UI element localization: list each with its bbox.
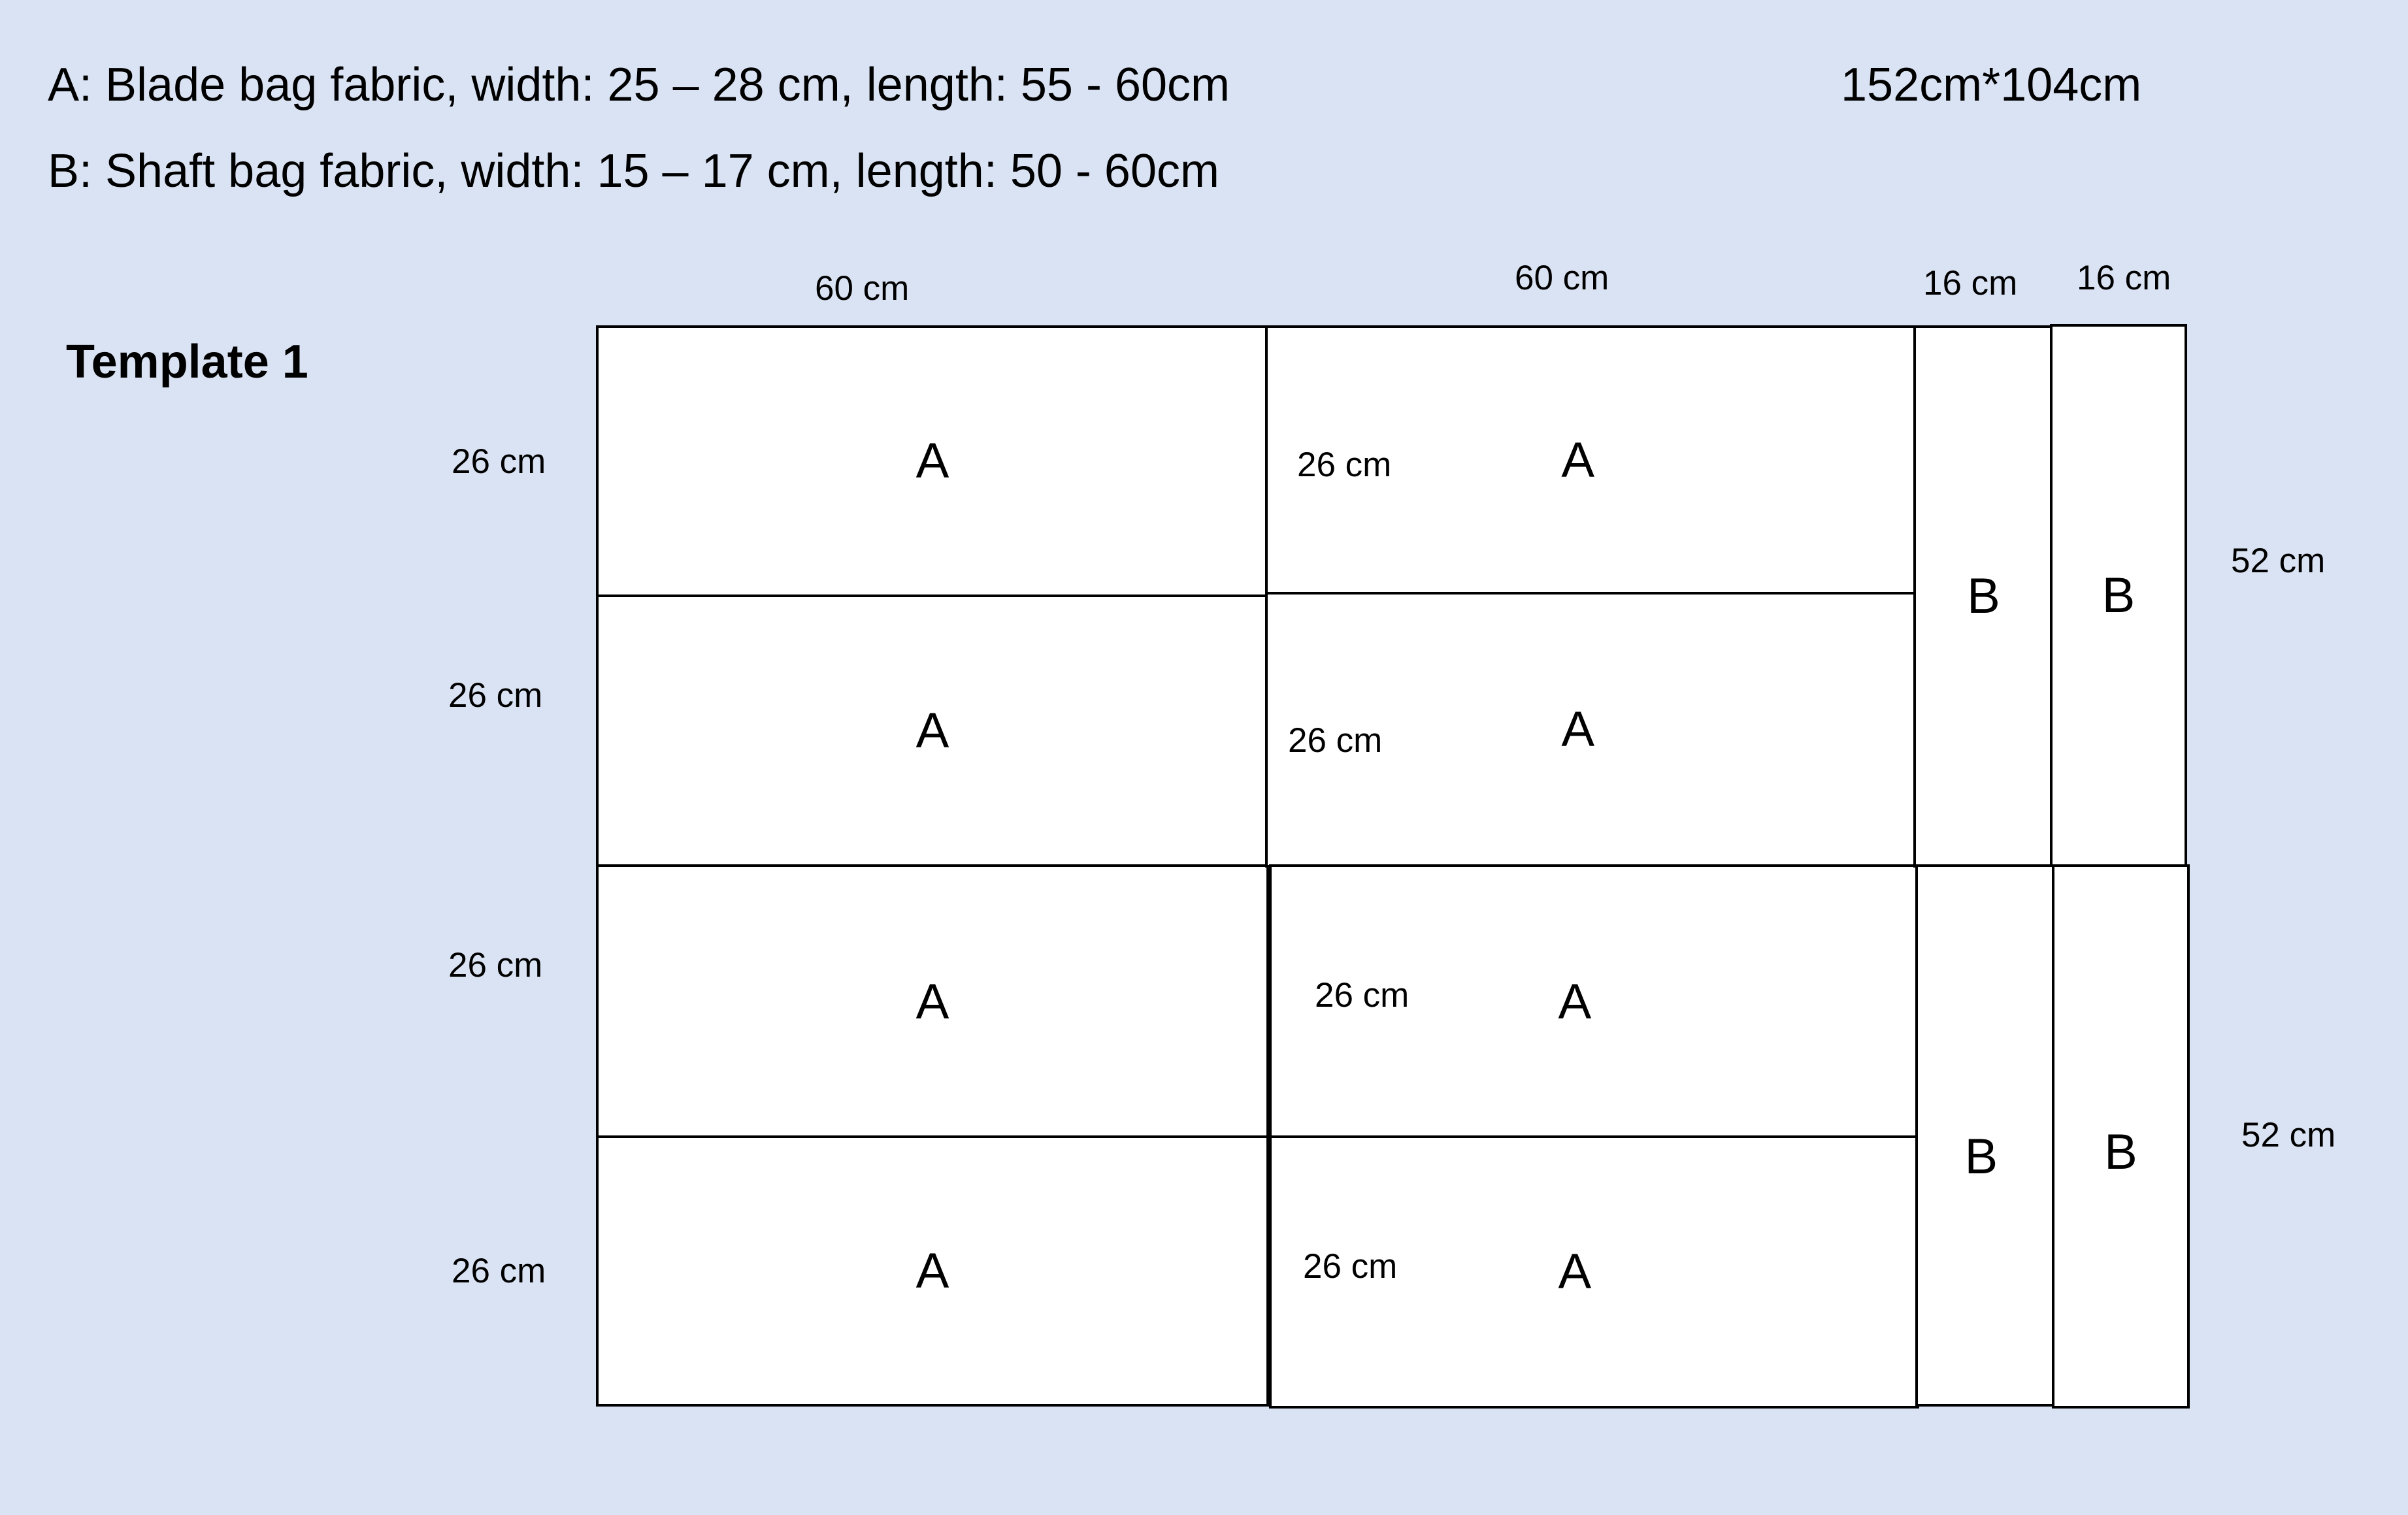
piece-label: A <box>915 1243 949 1299</box>
piece-a-row2-col2 <box>1265 592 1917 868</box>
piece-b-lower-col3 <box>1915 864 2055 1407</box>
piece-a-row3-col1 <box>596 864 1269 1139</box>
piece-a-row4-col2 <box>1269 1135 1919 1409</box>
piece-label: B <box>2104 1124 2137 1181</box>
inner-dimension-label: 26 cm <box>1297 446 1392 484</box>
dimension-label-row4: 26 cm <box>452 1252 546 1290</box>
dimension-label-row2: 26 cm <box>448 676 543 715</box>
dimension-label-col1: 60 cm <box>815 269 910 308</box>
dimension-label-row1: 26 cm <box>452 442 546 481</box>
inner-dimension-label: 26 cm <box>1315 976 1410 1015</box>
dimension-label-row3: 26 cm <box>448 946 543 985</box>
piece-label: A <box>915 973 949 1030</box>
template-title: Template 1 <box>66 336 308 388</box>
piece-label: A <box>1558 1244 1592 1299</box>
piece-b-lower-col4 <box>2052 864 2190 1409</box>
piece-a-row4-col1 <box>596 1135 1269 1407</box>
legend-line-b: B: Shaft bag fabric, width: 15 – 17 cm, length: 50 - 60cm <box>48 145 1219 197</box>
legend-line-a: A: Blade bag fabric, width: 25 – 28 cm, length: 55 - 60cm <box>48 59 1230 111</box>
dimension-label-right-upper: 52 cm <box>2231 542 2326 580</box>
total-size-label: 152cm*104cm <box>1841 59 2142 111</box>
piece-label: A <box>1561 432 1595 488</box>
piece-label: A <box>1561 702 1595 757</box>
piece-a-row2-col1 <box>596 595 1269 868</box>
piece-label: B <box>1964 1128 1998 1184</box>
inner-dimension-label: 26 cm <box>1303 1247 1398 1286</box>
piece-a-row3-col2 <box>1269 864 1919 1139</box>
dimension-label-col2: 60 cm <box>1515 259 1609 297</box>
piece-b-upper-col3 <box>1913 325 2054 868</box>
dimension-label-col3: 16 cm <box>1923 264 2018 302</box>
piece-label: B <box>2102 568 2136 623</box>
piece-label: A <box>1558 973 1592 1030</box>
piece-label: B <box>1967 568 2000 624</box>
piece-a-row1-col1 <box>596 325 1269 597</box>
dimension-label-right-lower: 52 cm <box>2241 1116 2336 1154</box>
inner-dimension-label: 26 cm <box>1288 721 1383 760</box>
piece-label: A <box>915 703 949 758</box>
piece-a-row1-col2 <box>1265 325 1917 596</box>
piece-label: A <box>915 433 949 489</box>
piece-b-upper-col4 <box>2050 324 2187 868</box>
dimension-label-col4: 16 cm <box>2077 259 2171 297</box>
